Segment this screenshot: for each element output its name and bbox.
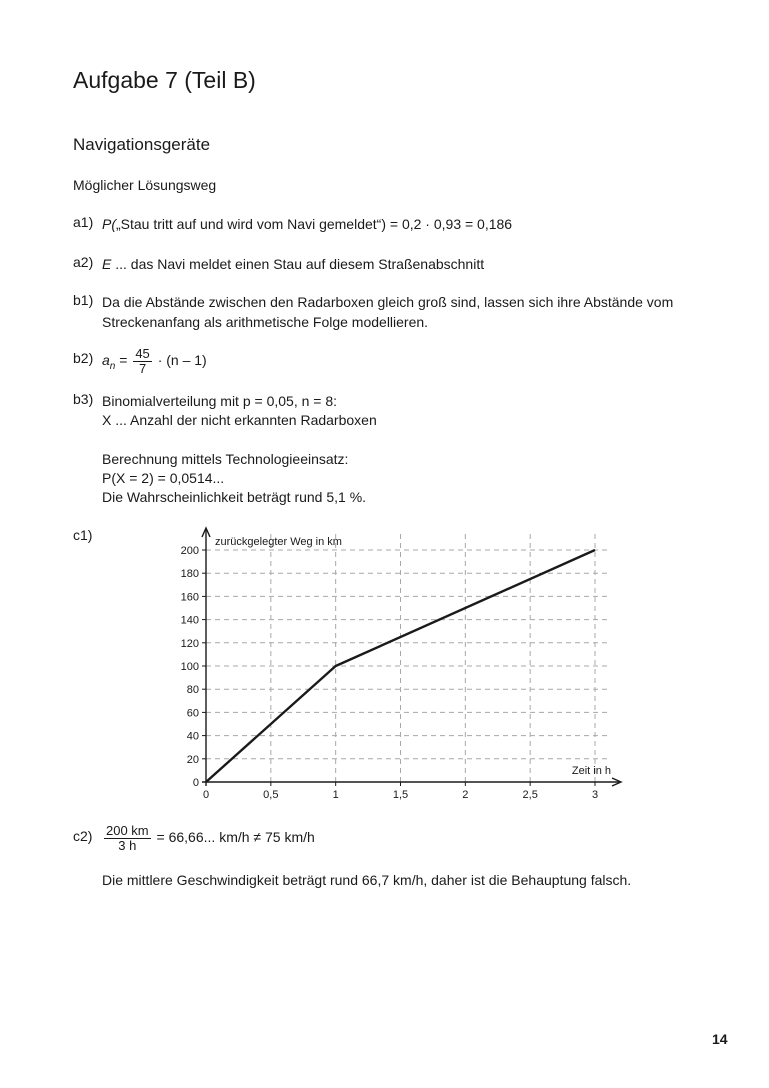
- a1-expression: „Stau tritt auf und wird vom Navi gemeldet“) = 0,2 · 0,93 = 0,186: [116, 216, 513, 232]
- item-b3-line2: X ... Anzahl der nicht erkannten Radarboxen: [102, 412, 377, 428]
- y-tick-label: 160: [180, 591, 199, 604]
- item-b3-line3: Berechnung mittels Technologieeinsatz:: [102, 451, 349, 467]
- y-tick-label: 60: [186, 707, 199, 720]
- a2-event-var: E: [102, 256, 112, 272]
- series-line: [206, 550, 595, 782]
- y-axis-arrow: [202, 528, 210, 537]
- chart-series: [206, 550, 595, 782]
- y-tick-label: 120: [180, 637, 199, 650]
- item-key-b3: b3): [73, 391, 94, 407]
- item-b2-formula: [102, 343, 207, 384]
- c2-result: = 66,66... km/h ≠ 75 km/h: [156, 829, 315, 845]
- a1-prob-symbol: P(: [102, 216, 116, 232]
- chart-grid: [206, 532, 607, 782]
- b2-fraction: [133, 347, 151, 376]
- page-title: Aufgabe 7 (Teil B): [73, 67, 256, 93]
- y-tick-label: 140: [180, 614, 199, 627]
- item-b1-line1: Da die Abstände zwischen den Radarboxen gleich groß sind, lassen sich ihre Abstände vom: [102, 294, 674, 310]
- item-key-c2: c2): [73, 828, 93, 844]
- x-tick-label: 0,5: [263, 789, 279, 801]
- item-a2-text: [102, 254, 484, 274]
- b2-frac-den: 7: [138, 360, 147, 376]
- x-tick-label: 3: [591, 789, 599, 801]
- item-key-a2: a2): [73, 254, 94, 270]
- chart-ticks: [181, 545, 598, 801]
- y-tick-label: 20: [186, 753, 199, 766]
- x-tick-label: 0: [202, 789, 210, 801]
- item-a1-text: [102, 214, 512, 234]
- y-tick-label: 180: [180, 568, 199, 581]
- chart-axes: [202, 528, 621, 786]
- item-b3-line4: P(X = 2) = 0,0514...: [102, 470, 225, 486]
- b2-subscript: n: [109, 360, 116, 372]
- item-key-a1: a1): [73, 214, 94, 230]
- c2-frac-num: 200 km: [106, 822, 149, 838]
- x-tick-label: 1: [332, 789, 339, 801]
- x-tick-label: 1,5: [392, 789, 409, 801]
- page-number: 14: [712, 1031, 728, 1047]
- item-b3-line1: Binomialverteilung mit p = 0,05, n = 8:: [102, 393, 338, 409]
- item-c2-conclusion: Die mittlere Geschwindigkeit beträgt rund 66,7 km/h, daher ist die Behauptung falsch.: [102, 872, 632, 888]
- solution-label: Möglicher Lösungsweg: [73, 177, 217, 193]
- x-axis-arrow: [612, 778, 621, 786]
- y-tick-label: 100: [180, 661, 199, 673]
- x-tick-label: 2,5: [522, 789, 538, 801]
- item-b3-line5: Die Wahrscheinlichkeit beträgt rund 5,1 %.: [102, 489, 367, 505]
- b2-lhs: a: [102, 352, 110, 368]
- y-tick-label: 200: [180, 545, 199, 557]
- b2-rhs: · (n – 1): [157, 352, 207, 368]
- c2-fraction: [104, 824, 151, 853]
- x-tick-label: 2: [462, 789, 469, 801]
- section-title: Navigationsgeräte: [73, 135, 211, 154]
- item-key-c1: c1): [73, 527, 93, 543]
- item-c2-formula: [102, 818, 315, 856]
- y-axis-label: zurückgelegter Weg in km: [215, 536, 342, 548]
- y-tick-label: 0: [192, 777, 199, 789]
- b2-frac-num: 45: [135, 345, 150, 361]
- x-axis-label: Zeit in h: [571, 765, 611, 777]
- item-key-b2: b2): [73, 350, 94, 366]
- y-tick-label: 40: [186, 730, 199, 743]
- item-b1-line2: Streckenanfang als arithmetische Folge modellieren.: [102, 314, 429, 330]
- y-tick-label: 80: [186, 684, 199, 697]
- c2-frac-den: 3 h: [118, 837, 137, 853]
- a2-description: ... das Navi meldet einen Stau auf diesem Straßenabschnitt: [111, 256, 485, 272]
- item-key-b1: b1): [73, 292, 94, 308]
- b2-equals: =: [115, 352, 132, 368]
